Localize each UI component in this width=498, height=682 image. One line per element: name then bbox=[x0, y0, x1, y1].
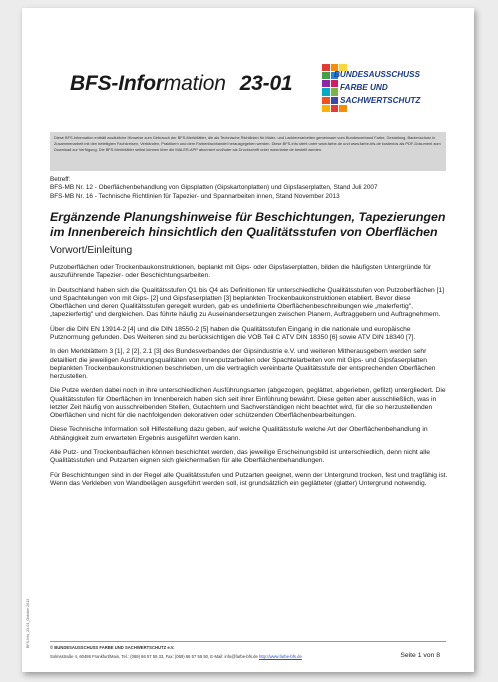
body-text bbox=[50, 264, 448, 495]
subject-line-1: BFS-MB Nr. 12 - Oberflächenbehandlung von Gipsplatten (Gipskartonplatten) und Gipsfaserplatten, Stand Juli 2007 bbox=[50, 184, 378, 192]
info-box: Diese BFS-Information enthält zusätzliche Hinweise zum Gebrauch der BFS-Merkblätter, die als Technische Richtlinien für Maler- und Lackiererarbeiten gemeinsam vom Bundesverband Farbe, Gestaltung, Bautenschutz in Zusammenarbeit mit den beteiligten Fachkreisen, Verbänden, Praktikern und dem Farbenfachhandel herausgegeben werden. Diese BFS-Info steht unter www.farbe.de und www.farbe-bfs.de kostenlos als PDF-Dokument zum Download zur Verfügung. Die BFS-Merkblätter selbst können über die MALER-APP abonniert und/oder als Druckschrift unter www.farbe.de bestellt werden. bbox=[50, 132, 446, 171]
logo-line-3: SACHWERTSCHUTZ bbox=[340, 96, 421, 105]
side-note: BFS-Info_23-01_Oktober 2013 bbox=[26, 598, 30, 648]
logo-square bbox=[322, 64, 330, 71]
logo-square bbox=[322, 72, 330, 79]
footer-organization: © BUNDESAUSSCHUSS FARBE UND SACHWERTSCHUTZ e.V. bbox=[50, 645, 175, 650]
logo-text bbox=[334, 68, 420, 107]
page-number: Seite 1 von 8 bbox=[400, 652, 440, 659]
paragraph-5: Die Putze werden dabei noch in ihre unterschiedlichen Ausführungsarten (abgezogen, geglättet, abgerieben, gefilzt) untergliedert. Die Qualitätsstufen für Oberflächen im Innenbereich haben sich seit ihrer Einführung bewährt. Diese gelten aber ausschließlich, was in letzter Zeit häufig von ausschreibenden Stellen, Gutachtern und Sachverständigen nicht beachtet wird, für die so herzustellenden Oberflächen und nicht für die nachfolgenden dekorativen oder schützenden Oberflächenbearbeitungen. bbox=[50, 387, 446, 419]
logo-square bbox=[322, 105, 330, 112]
paragraph-3: Über die DIN EN 13914-2 [4] und die DIN 18550-2 [5] haben die Qualitätsstufen Eingang in die nationale und europäische Putznormung gefunden. Des Weiteren sind zu berücksichtigen die VOB Teil C ATV DIN 18350 [6] sowie ATV DIN 18340 [7]. bbox=[50, 325, 416, 341]
document-page bbox=[22, 8, 474, 672]
logo-line-1: BUNDESAUSSCHUSS bbox=[334, 70, 420, 79]
main-heading: Ergänzende Planungshinweise für Beschichtungen, Tapezierungen im Innenbereich hinsichtlich den Qualitätsstufen von Oberflächen bbox=[50, 210, 446, 239]
footer-website-link[interactable]: http://www.farbe-bfs.de bbox=[259, 654, 302, 659]
logo-square bbox=[322, 88, 330, 95]
title-number: 23-01 bbox=[239, 72, 293, 95]
paragraph-4: In den Merkblättern 3 [1], 2 [2], 2.1 [3] des Bundesverbandes der Gipsindustrie e.V. und weiteren Mitherausgebern werden sehr detailliert die jeweiligen Ausführungsqualitäten von Innenputzarbeiten oder Spachtelarbeiten von mit Gips- und Gipsfaserplatten beplankten Trockenbaukonstruktionen beschrieben, um die vertraglich vereinbarte Qualitätsstufe der entsprechenden Oberflächen herzustellen. bbox=[50, 348, 436, 380]
subject-line-2: BFS-MB Nr. 16 - Technische Richtlinien für Tapezier- und Spannarbeiten innen, Stand November 2013 bbox=[50, 192, 340, 200]
footer-contact bbox=[50, 654, 302, 659]
paragraph-8: Für Beschichtungen sind in der Regel alle Qualitätsstufen und Putzarten geeignet, wenn der Untergrund trocken, fest und tragfähig ist. Wenn das Verkleben von Wandbelägen ausgeführt werden soll, ist grundsätzlich ein geglätteter (glatter) Untergrund notwendig. bbox=[50, 471, 448, 488]
logo-line-2: FARBE UND bbox=[340, 83, 388, 92]
footer-divider bbox=[50, 641, 446, 642]
document-title bbox=[70, 72, 292, 96]
paragraph-6: Diese Technische Information soll Hilfestellung dazu geben, auf welche Qualitätsstufe welche Art der Oberflächenbehandlung in Abhängigkeit zum erwarteten Ergebnis ausgeführt werden kann. bbox=[50, 426, 428, 442]
paragraph-1: Putzoberflächen oder Trockenbaukonstruktionen, beplankt mit Gips- oder Gipsfaserplatten, bilden die häufigsten Untergründe für auszuführende Tapezier- oder Beschichtungsarbeiten. bbox=[50, 264, 432, 280]
paragraph-2: In Deutschland haben sich die Qualitätsstufen Q1 bis Q4 als Definitionen für unterschiedliche Qualitätsstufen von Putzoberflächen [1] und Spachtelungen von mit Gips- [2] und Gipsfaserplatten [3] beplankten Trockenbaukonstruktionen etabliert. Bevor diese Oberflächen und deren Qualitätsstufen geregelt wurden, gab es undefinierte Oberflächenbeschreibungen wie „malerfertig", „tapezierfertig" und dergleichen. Das führte häufig zu Auseinandersetzungen zwischen Planern, Auftraggebern und Auftragnehmern. bbox=[50, 286, 445, 319]
logo-square bbox=[322, 97, 330, 104]
subject-label: Betreff: bbox=[50, 176, 71, 183]
bfs-logo bbox=[322, 60, 448, 116]
logo-square bbox=[322, 80, 330, 87]
title-part1: BFS-Infor bbox=[70, 72, 164, 95]
title-part2: mation bbox=[163, 72, 226, 95]
footer-contact-text: Solmsstraße 4, 60486 Frankfurt/Main, Tel.: (069) 66 57 55 33, Fax: (069) 66 57 55 50, E-Mail: info@farbe-bfs.de bbox=[50, 654, 258, 659]
section-heading: Vorwort/Einleitung bbox=[50, 245, 133, 256]
subject-block bbox=[50, 176, 450, 201]
paragraph-7: Alle Putz- und Trockenbauflächen können beschichtet werden, das jeweilige Erscheinungsbild ist unterschiedlich, denn nicht alle Qualitätsstufen und Putzarten eignen sich gleichermaßen für alle Oberflächenbehandlungen. bbox=[50, 449, 430, 465]
